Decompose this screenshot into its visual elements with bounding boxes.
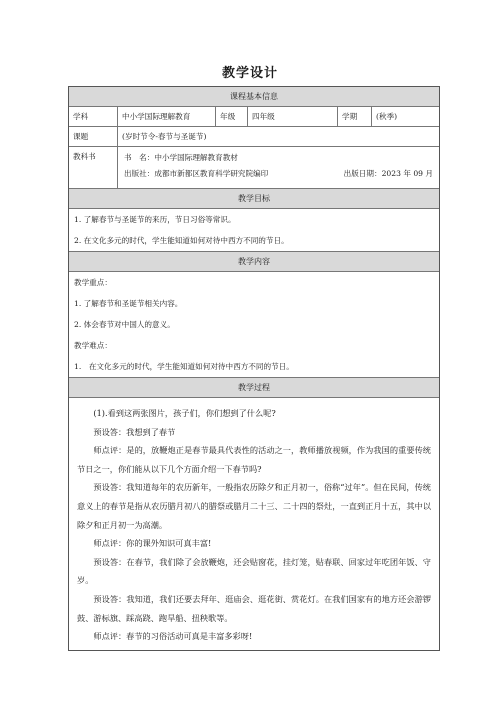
grade-value: 四年级 — [248, 107, 338, 126]
process-paragraph: 师点评：你的课外知识可真丰富! — [93, 538, 212, 549]
goal-item: 2. 在文化多元的时代，学生能知道如何对待中西方不同的节日。 — [74, 236, 289, 245]
book-pub-date: 出版日期：2023 年 09 月 — [343, 169, 433, 178]
textbook-info — [118, 147, 439, 188]
process-paragraph: 预设答：我知道每年的农历新年，一般指农历除夕和正月初一，俗称“过年”。但在民间，传统意义上的春节是指从农历腊月初八的腊祭或腊月二十三、二十四的祭灶，一直到正月十五，其中以除夕和正月初一为高潮。 — [77, 482, 431, 530]
topic-row — [69, 127, 439, 147]
process-header: 教学过程 — [69, 378, 439, 398]
process-paragraph: 师点评：是的，放鞭炮正是春节最具代表性的活动之一，教师播放视频，作为我国的重要传统节日之一，你们能从以下几个方面介绍一下春节吗? — [77, 445, 431, 474]
term-label: 学期 — [338, 107, 372, 126]
subject-value: 中小学国际理解教育 — [118, 107, 216, 126]
lesson-plan-table — [68, 86, 440, 651]
content-header: 教学内容 — [69, 252, 439, 272]
goals-header: 教学目标 — [69, 189, 439, 209]
term-value: (秋季) — [376, 112, 398, 121]
topic-label: 课题 — [69, 127, 118, 146]
content-difficulty-heading: 教学难点： — [74, 341, 112, 350]
textbook-row — [69, 147, 439, 189]
process-paragraph: 预设答：我知道，我们还要去拜年、逛庙会、逛花街、赏花灯。在我们国家有的地方还会游锣鼓、游标旗、踩高跷、跑旱船、扭秧歌等。 — [77, 593, 431, 623]
content-key-item: 1. 了解春节和圣诞节相关内容。 — [74, 299, 183, 308]
subject-label: 学科 — [69, 107, 118, 126]
content-key-item: 2. 体会春节对中国人的意义。 — [74, 320, 175, 329]
subject-row — [69, 107, 439, 127]
textbook-label: 教科书 — [69, 147, 118, 188]
process-paragraph: 师点评：春节的习俗活动可真是丰富多彩呀! — [93, 631, 253, 642]
book-publisher: 出版社：成都市新都区教育科学研究院编印 — [124, 169, 269, 178]
grade-label: 年级 — [216, 107, 248, 126]
goal-item: 1. 了解春节与圣诞节的来历，节日习俗等常识。 — [74, 215, 236, 224]
process-body — [69, 398, 439, 650]
process-paragraph: 预设答：在春节，我们除了会放鞭炮，还会贴窗花，挂灯笼，贴春联、回家过年吃团年饭、守岁。 — [77, 556, 431, 586]
basic-info-header: 课程基本信息 — [69, 87, 439, 107]
process-paragraph: 预设答：我想到了春节 — [93, 426, 176, 437]
page-title: 教学设计 — [221, 66, 278, 81]
topic-value: (岁时节令-春节与圣诞节) — [122, 132, 207, 141]
book-title: 书 名：中小学国际理解教育教材 — [124, 153, 238, 162]
content-difficulty-item: 1. 在文化多元的时代，学生能知道如何对待中西方不同的节日。 — [74, 362, 294, 371]
content-body — [69, 272, 439, 378]
content-key-heading: 教学重点： — [74, 278, 112, 287]
goals-body — [69, 209, 439, 252]
process-paragraph: (1).看到这两张图片，孩子们，你们想到了什么呢? — [93, 408, 276, 418]
